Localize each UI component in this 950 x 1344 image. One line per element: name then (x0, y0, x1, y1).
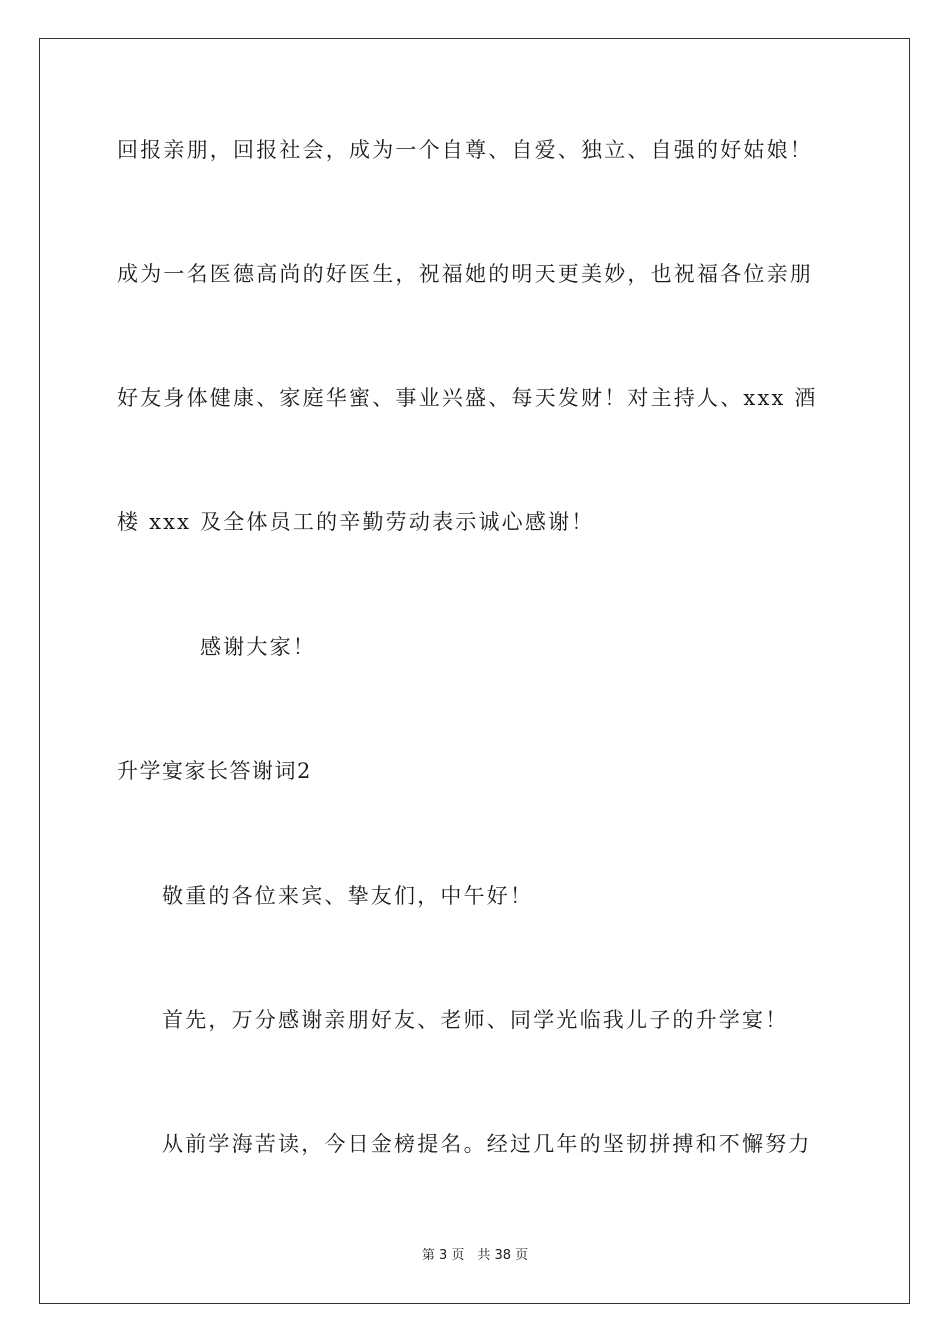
body-text-line: 从前学海苦读，今日金榜提名。经过几年的坚韧拼搏和不懈努力 (162, 1132, 812, 1156)
page-border (39, 38, 910, 1304)
body-text-line: 成为一名医德高尚的好医生，祝福她的明天更美妙，也祝福各位亲朋 (117, 262, 813, 286)
page-number-footer: 第 3 页 共 38 页 (421, 1248, 529, 1263)
body-text-line: 回报亲朋，回报社会，成为一个自尊、自爱、独立、自强的好姑娘！ (117, 138, 813, 162)
greeting-line: 敬重的各位来宾、挚友们，中午好！ (162, 884, 534, 908)
body-text-line: 好友身体健康、家庭华蜜、事业兴盛、每天发财！对主持人、xxx 酒 (117, 386, 818, 410)
body-text-line: 楼 xxx 及全体员工的辛勤劳动表示诚心感谢！ (117, 510, 595, 534)
thanks-line: 感谢大家！ (200, 635, 316, 659)
body-text-line: 首先，万分感谢亲朋好友、老师、同学光临我儿子的升学宴！ (162, 1008, 789, 1032)
section-heading: 升学宴家长答谢词2 (117, 759, 312, 783)
